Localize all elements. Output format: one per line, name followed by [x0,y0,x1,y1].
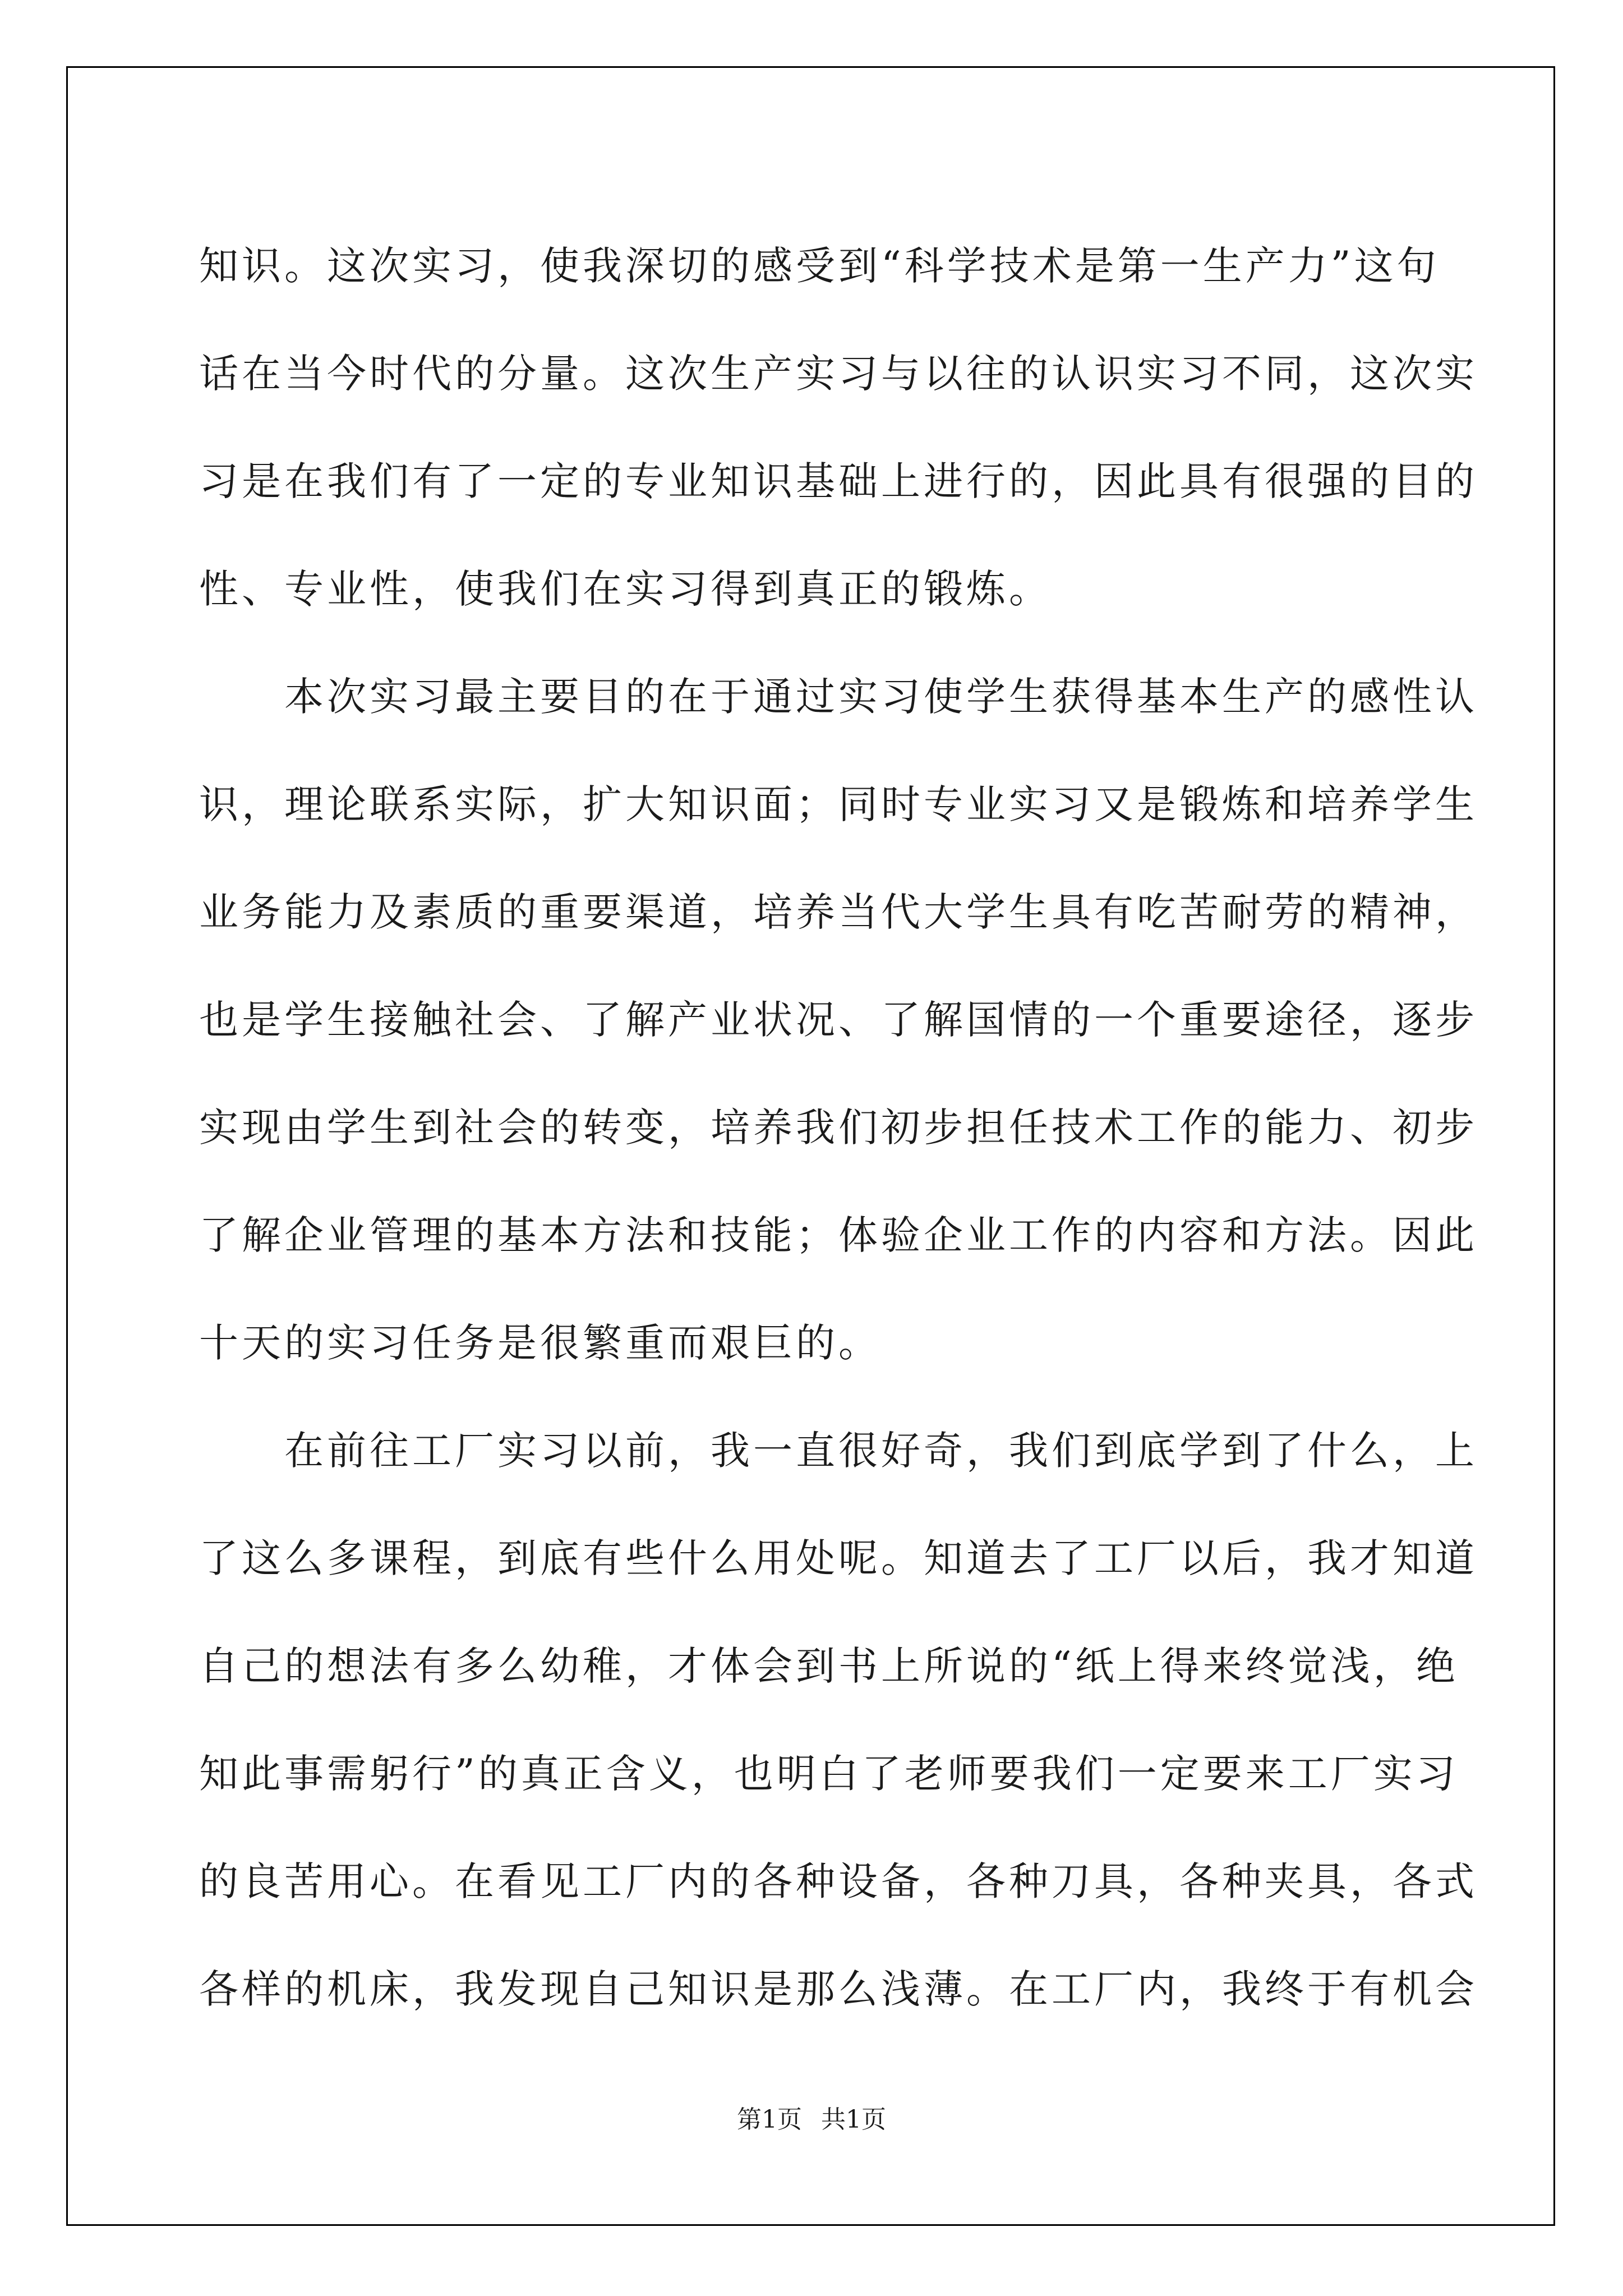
text-line: 业务能力及素质的重要渠道，培养当代大学生具有吃苦耐劳的精神， [199,889,1478,935]
text-line: 知此事需躬行”的真正含义，也明白了老师要我们一定要来工厂实习 [199,1751,1459,1797]
text-line: 习是在我们有了一定的专业知识基础上进行的，因此具有很强的目的 [199,458,1478,504]
text-line: 十天的实习任务是很繁重而艰巨的。 [199,1320,881,1366]
text-line: 了解企业管理的基本方法和技能；体验企业工作的内容和方法。因此 [199,1212,1478,1258]
text-line: 各样的机床，我发现自己知识是那么浅薄。在工厂内，我终于有机会 [199,1966,1478,2012]
text-line: 知识。这次实习，使我深切的感受到“科学技术是第一生产力”这句 [199,243,1440,289]
text-line: 了这么多课程，到底有些什么用处呢。知道去了工厂以后，我才知道 [199,1535,1478,1581]
page-number: 第1页 [737,2105,802,2134]
text-line: 话在当今时代的分量。这次生产实习与以往的认识实习不同，这次实 [199,351,1478,397]
text-line: 也是学生接触社会、了解产业状况、了解国情的一个重要途径，逐步 [199,997,1478,1043]
text-line: 性、专业性，使我们在实习得到真正的锻炼。 [199,566,1052,612]
page-footer [0,2099,1623,2135]
text-line: 自己的想法有多么幼稚，才体会到书上所说的“纸上得来终觉浅，绝 [199,1643,1459,1689]
text-line: 识，理论联系实际，扩大知识面；同时专业实习又是锻炼和培养学生 [199,781,1478,827]
page-total: 共1页 [821,2105,886,2134]
text-line: 实现由学生到社会的转变，培养我们初步担任技术工作的能力、初步 [199,1105,1478,1151]
text-line: 的良苦用心。在看见工厂内的各种设备，各种刀具，各种夹具，各式 [199,1858,1478,1904]
text-line: 在前往工厂实习以前，我一直很好奇，我们到底学到了什么，上 [199,1428,1478,1474]
document-body [199,212,1478,2043]
text-line: 本次实习最主要目的在于通过实习使学生获得基本生产的感性认 [199,674,1478,720]
